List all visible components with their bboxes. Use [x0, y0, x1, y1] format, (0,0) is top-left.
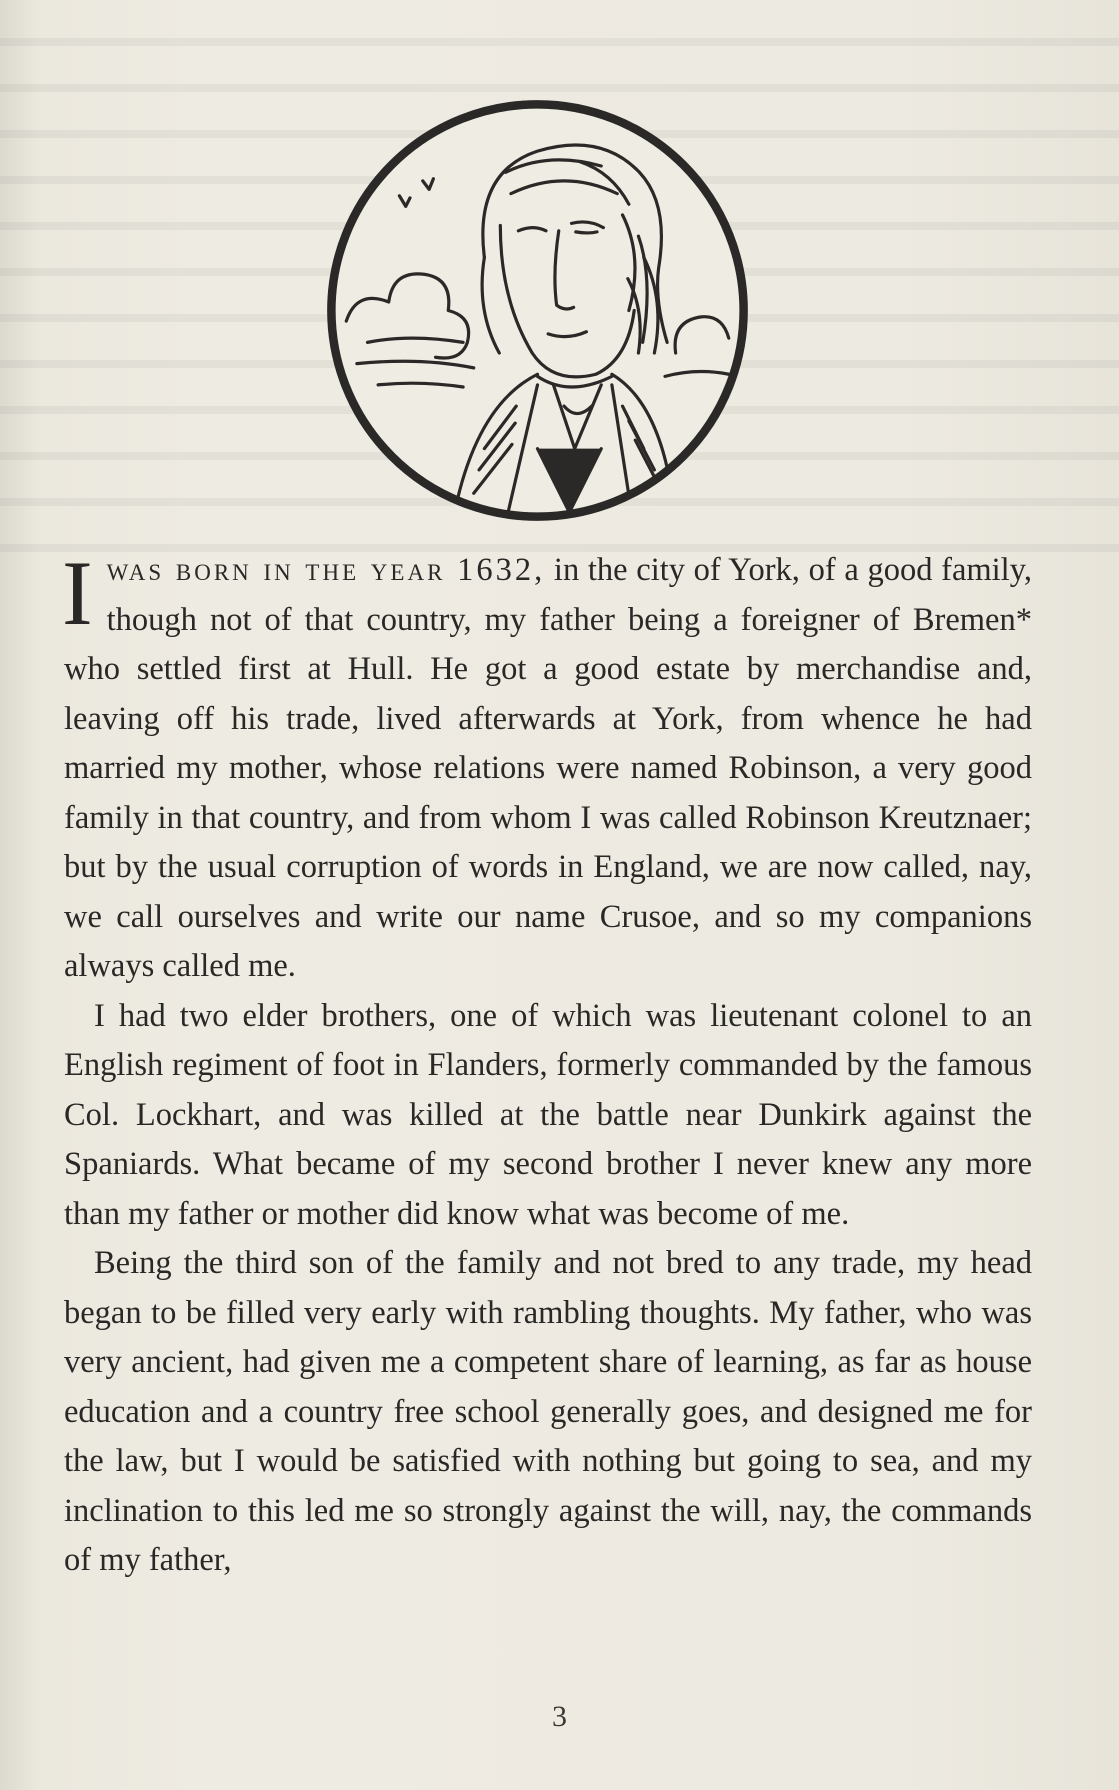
drop-cap: I: [62, 542, 93, 644]
body-text: [62, 542, 1032, 1586]
paragraph-1: [62, 542, 1032, 992]
paragraph-2: I had two elder brothers, one of which was lieutenant colonel to an English regiment of foot in Flanders, formerly commanded by the famous Col. Lockhart, and was killed at the battle near Dunkirk against the Spaniards. What became of my second brother I never knew any more than my father or mother did know what was become of me.: [64, 997, 1032, 1232]
opening-smallcaps: was born in the year 1632,: [106, 552, 546, 588]
page-number: 3: [552, 1700, 567, 1733]
paragraph-3: Being the third son of the family and not bred to any trade, my head began to be filled very early with rambling thoughts. My father, who was very ancient, had given me a competent share of learning, as far as house education and a country free school generally goes, and designed me for the law, but I would be satisfied with nothing but going to sea, and my inclination to this led me so strongly against the will, nay, the commands of my father,: [64, 1245, 1032, 1578]
portrait-engraving-icon: [325, 98, 750, 523]
paragraph-1-text: in the city of York, of a good family, though not of that country, my father being a foreigner of Bremen* who settled first at Hull. He got a good estate by merchandise and, leaving off his trade, lived afterwards at York, from whence he had married my mother, whose relations were named Robinson, a very good family in that country, and from whom I was called Robinson Kreutznaer; but by the usual corruption of words in England, we are now called, nay, we call ourselves and write our name Crusoe, and so my companions always called me.: [64, 552, 1032, 984]
